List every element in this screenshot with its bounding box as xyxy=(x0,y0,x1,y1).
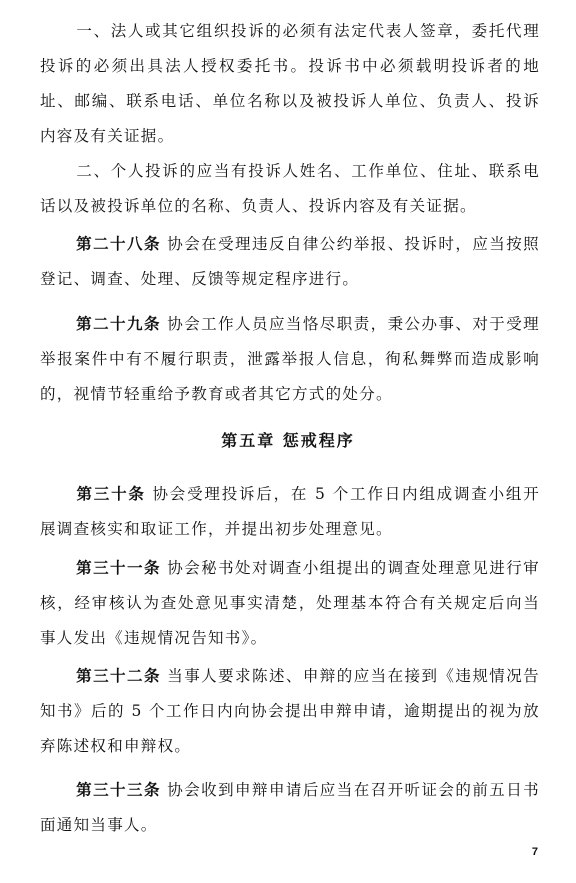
article-32 xyxy=(40,658,540,764)
page-number: 7 xyxy=(531,846,538,858)
paragraph-text: 协会在受理违反自律公约举报、投诉时，应当按照登记、调查、处理、反馈等规定程序进行。 xyxy=(40,235,540,288)
article-number: 第三十三条 xyxy=(76,780,161,799)
article-number: 第二十八条 xyxy=(76,234,161,253)
paragraph-text: 协会收到申辩申请后应当在召开听证会的前五日书面通知当事人。 xyxy=(40,781,540,834)
article-29 xyxy=(40,306,540,412)
article-28 xyxy=(40,226,540,297)
paragraph-text: 当事人要求陈述、申辩的应当在接到《违规情况告知书》后的 5 个工作日内向协会提出申辩申请，逾期提出的视为放弃陈述权和申辩权。 xyxy=(40,667,540,755)
article-31 xyxy=(40,550,540,656)
paragraph-text: 协会秘书处对调查小组提出的调查处理意见进行审核，经审核认为查处意见事实清楚，处理基本符合有关规定后向当事人发出《违规情况告知书》。 xyxy=(40,559,540,647)
paragraph-text: 协会受理投诉后，在 5 个工作日内组成调查小组开展调查核实和取证工作，并提出初步处理意见。 xyxy=(40,485,540,538)
paragraph-text: 一、法人或其它组织投诉的必须有法定代表人签章，委托代理投诉的必须出具法人授权委托书。投诉书中必须载明投诉者的地址、邮编、联系电话、单位名称以及被投诉人单位、负责人、投诉内容及有关证据。 xyxy=(40,22,540,145)
clause-individual-complaint xyxy=(40,154,540,224)
article-number: 第三十二条 xyxy=(76,666,161,685)
paragraph-text: 二、个人投诉的应当有投诉人姓名、工作单位、住址、联系电话以及被投诉单位的名称、负责人、投诉内容及有关证据。 xyxy=(40,162,540,215)
chapter-title: 第五章 惩戒程序 xyxy=(221,431,355,450)
paragraph-text: 协会工作人员应当恪尽职责，秉公办事、对于受理举报案件中有不履行职责，泄露举报人信息，徇私舞弊而造成影响的，视情节轻重给予教育或者其它方式的处分。 xyxy=(40,315,540,403)
clause-legal-person-complaint xyxy=(40,14,540,154)
article-number: 第二十九条 xyxy=(76,314,161,333)
article-33 xyxy=(40,772,540,843)
article-30 xyxy=(40,476,540,547)
article-number: 第三十条 xyxy=(76,484,146,503)
article-number: 第三十一条 xyxy=(76,558,161,577)
